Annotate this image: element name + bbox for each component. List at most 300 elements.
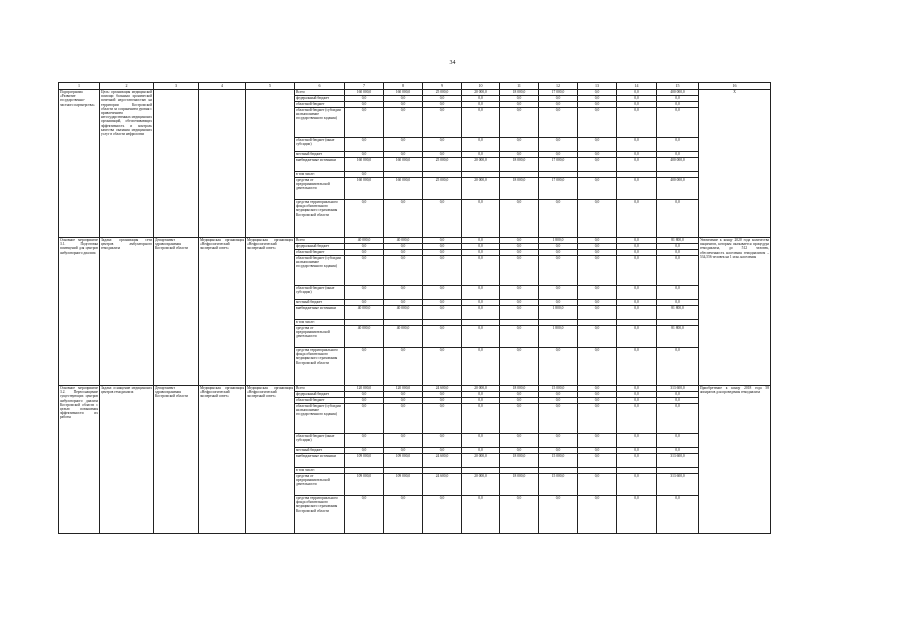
amount-cell: 160 000,0 <box>384 178 423 200</box>
amount-cell: 0,0 <box>500 448 539 454</box>
amount-cell: 0,0 <box>617 138 657 152</box>
amount-cell: 0,0 <box>657 448 699 454</box>
amount-cell: 25 000,0 <box>423 178 462 200</box>
amount-cell: 0,0 <box>539 496 578 534</box>
funding-source-cell: Всего <box>295 90 345 96</box>
amount-cell: 0,0 <box>423 138 462 152</box>
amount-cell: 0,0 <box>500 238 539 244</box>
funding-source-cell: областной бюджет (субсидии на выполнение государственного задания) <box>295 108 345 138</box>
task-cell: Цель: организация медицинской помощи больным хронической почечной недостаточностью на территории Костромской области за сохранением уровня с привлечением негосударственных медицинских организаций, обеспечивающих эффективность и контроль качества оказания медицинских услуг в области нефрологии <box>100 90 154 238</box>
funding-source-cell: в том числе: <box>295 468 345 474</box>
amount-cell: 0,0 <box>423 398 462 404</box>
amount-cell: 0,0 <box>539 300 578 306</box>
amount-cell: 0,0 <box>423 326 462 348</box>
organization-cell <box>246 90 295 238</box>
amount-cell: 20 000,0 <box>462 178 500 200</box>
amount-cell: 0,0 <box>657 256 699 286</box>
task-cell: Задача: оснащение медицинских центров гемодиализа <box>100 386 154 534</box>
amount-cell: 0,0 <box>345 138 384 152</box>
amount-cell: 0,0 <box>617 454 657 468</box>
amount-cell: 0,0 <box>384 448 423 454</box>
amount-cell: 313 600,0 <box>657 386 699 392</box>
funding-source-cell: внебюджетные источники <box>295 306 345 320</box>
amount-cell: 313 600,0 <box>657 454 699 468</box>
amount-cell: 0,0 <box>617 306 657 320</box>
amount-cell: 0,0 <box>462 348 500 386</box>
funding-source-cell: внебюджетные источники <box>295 454 345 468</box>
amount-cell: 0,0 <box>423 306 462 320</box>
amount-cell: 0,0 <box>539 138 578 152</box>
amount-cell: 0,0 <box>345 404 384 434</box>
funding-source-cell: средства от предпринимательской деятельности <box>295 326 345 348</box>
amount-cell: 0,0 <box>578 404 617 434</box>
amount-cell: 400 000,0 <box>657 178 699 200</box>
amount-cell: 0,0 <box>500 200 539 238</box>
amount-cell: 0,0 <box>539 96 578 102</box>
amount-cell: 109 000,0 <box>345 454 384 468</box>
amount-cell: 0,0 <box>657 392 699 398</box>
amount-cell: 0,0 <box>384 138 423 152</box>
amount-cell: 0,0 <box>423 102 462 108</box>
amount-cell: 0,0 <box>500 398 539 404</box>
amount-cell: 81 800,0 <box>657 306 699 320</box>
amount-cell: 0,0 <box>345 244 384 250</box>
amount-cell: 0,0 <box>578 200 617 238</box>
amount-cell: 0,0 <box>578 158 617 172</box>
amount-cell: 0,0 <box>500 256 539 286</box>
column-header: 15 <box>657 83 699 90</box>
funding-source-cell: средства от предпринимательской деятельности <box>295 178 345 200</box>
amount-cell: 20 000,0 <box>462 158 500 172</box>
amount-cell: 0,0 <box>423 434 462 448</box>
amount-cell: 0,0 <box>539 434 578 448</box>
amount-cell: 0,0 <box>617 392 657 398</box>
funding-source-cell: в том числе: <box>295 320 345 326</box>
amount-cell: 0,0 <box>617 178 657 200</box>
amount-cell: 0,0 <box>345 398 384 404</box>
expected-result-cell: Увеличение к концу 2020 года количества пациентов, которым оказывается процедура гемодиализа, до 512 человек, обеспеченность населения гемодиализом – 534,556 человек на 1 млн. населения <box>699 238 771 386</box>
amount-cell: 0,0 <box>500 496 539 534</box>
funding-source-cell: областной бюджет <box>295 250 345 256</box>
amount-cell: 0,0 <box>617 434 657 448</box>
funding-source-cell: федеральный бюджет <box>295 392 345 398</box>
funding-source-cell: средства территориального фонда обязательного медицинского страхования Костромской области <box>295 200 345 238</box>
amount-cell: 0,0 <box>578 398 617 404</box>
amount-cell: 0,0 <box>617 90 657 96</box>
amount-cell: 0,0 <box>617 256 657 286</box>
amount-cell: 17 000,0 <box>539 90 578 96</box>
participant-cell: Медицинская организация «Нефрологический экспертный совет» <box>199 238 246 386</box>
amount-cell: 0,0 <box>617 448 657 454</box>
amount-cell: 0,0 <box>462 138 500 152</box>
amount-cell: 0,0 <box>384 200 423 238</box>
amount-cell: 0,0 <box>578 326 617 348</box>
amount-cell: 0,0 <box>423 448 462 454</box>
amount-cell: 160 000,0 <box>384 90 423 96</box>
amount-cell: 25 000,0 <box>423 158 462 172</box>
amount-cell: 0,0 <box>657 96 699 102</box>
column-header: 13 <box>578 83 617 90</box>
amount-cell: 0,0 <box>462 448 500 454</box>
organization-cell: Медицинская организация «Нефрологический экспертный совет» <box>246 238 295 386</box>
amount-cell: 40 000,0 <box>384 326 423 348</box>
column-header: 7 <box>345 83 384 90</box>
header-row <box>59 83 771 90</box>
amount-cell: 0,0 <box>462 434 500 448</box>
amount-cell: 0,0 <box>539 404 578 434</box>
column-header: 4 <box>199 83 246 90</box>
amount-cell: 160 000,0 <box>345 158 384 172</box>
amount-cell: 0,0 <box>345 286 384 300</box>
amount-cell: 0,0 <box>345 348 384 386</box>
amount-cell: 400 000,0 <box>657 158 699 172</box>
amount-cell: 0,0 <box>423 244 462 250</box>
amount-cell: 0,0 <box>384 434 423 448</box>
amount-cell: 0,0 <box>462 238 500 244</box>
amount-cell: 400 000,0 <box>657 90 699 96</box>
amount-cell: 0,0 <box>617 158 657 172</box>
funding-source-cell: федеральный бюджет <box>295 244 345 250</box>
amount-cell: 160 000,0 <box>384 158 423 172</box>
amount-cell: 0,0 <box>578 102 617 108</box>
funding-source-cell: областной бюджет (иные субсидии) <box>295 286 345 300</box>
amount-cell: 0,0 <box>500 348 539 386</box>
amount-cell: 0,0 <box>617 286 657 300</box>
amount-cell: 120 000,0 <box>384 386 423 392</box>
amount-cell: 0,0 <box>462 496 500 534</box>
column-header: 10 <box>462 83 500 90</box>
amount-cell: 0,0 <box>462 250 500 256</box>
amount-cell: 0,0 <box>617 108 657 138</box>
amount-cell: 0,0 <box>423 250 462 256</box>
amount-cell: 0,0 <box>462 404 500 434</box>
amount-cell: 40 000,0 <box>384 306 423 320</box>
amount-cell: 15 000,0 <box>539 454 578 468</box>
amount-cell: 0,0 <box>539 256 578 286</box>
amount-cell: 0,0 <box>462 96 500 102</box>
amount-cell: 0,0 <box>657 200 699 238</box>
column-header: 3 <box>154 83 199 90</box>
amount-cell: 0,0 <box>617 200 657 238</box>
amount-cell: 0,0 <box>384 250 423 256</box>
amount-cell: 0,0 <box>345 172 384 178</box>
amount-cell: 0,0 <box>345 256 384 286</box>
amount-cell: 0,0 <box>617 96 657 102</box>
amount-cell: 0,0 <box>617 386 657 392</box>
column-header: 12 <box>539 83 578 90</box>
amount-cell: 0,0 <box>384 96 423 102</box>
amount-cell: 24 600,0 <box>423 386 462 392</box>
amount-cell: 0,0 <box>500 96 539 102</box>
amount-cell: 0,0 <box>617 250 657 256</box>
expected-result-cell: Х <box>699 90 771 238</box>
amount-cell: 0,0 <box>578 108 617 138</box>
amount-cell: 1 800,0 <box>539 326 578 348</box>
amount-cell: 0,0 <box>500 392 539 398</box>
amount-cell: 0,0 <box>423 286 462 300</box>
amount-cell: 0,0 <box>423 300 462 306</box>
funding-source-cell: областной бюджет <box>295 398 345 404</box>
amount-cell: 0,0 <box>578 386 617 392</box>
table-body <box>59 83 771 534</box>
amount-cell: 0,0 <box>345 250 384 256</box>
amount-cell: 0,0 <box>462 326 500 348</box>
budget-table <box>58 82 771 534</box>
amount-cell: 0,0 <box>578 474 617 496</box>
amount-cell: 0,0 <box>578 178 617 200</box>
amount-cell: 0,0 <box>617 474 657 496</box>
funding-source-cell: областной бюджет (иные субсидии) <box>295 434 345 448</box>
funding-source-cell: местный бюджет <box>295 300 345 306</box>
amount-cell: 0,0 <box>539 392 578 398</box>
amount-cell: 0,0 <box>345 108 384 138</box>
amount-cell: 18 000,0 <box>500 90 539 96</box>
funding-source-cell: федеральный бюджет <box>295 96 345 102</box>
amount-cell: 0,0 <box>345 200 384 238</box>
amount-cell: 0,0 <box>617 300 657 306</box>
amount-cell: 0,0 <box>617 102 657 108</box>
amount-cell: 0,0 <box>500 138 539 152</box>
amount-cell: 109 000,0 <box>345 474 384 496</box>
amount-cell: 0,0 <box>384 108 423 138</box>
amount-cell: 0,0 <box>384 496 423 534</box>
funding-source-cell: областной бюджет (субсидии на выполнение государственного задания) <box>295 404 345 434</box>
funding-source-cell: внебюджетные источники <box>295 158 345 172</box>
amount-cell: 0,0 <box>617 244 657 250</box>
amount-cell: 0,0 <box>539 398 578 404</box>
amount-cell: 0,0 <box>657 496 699 534</box>
amount-cell: 0,0 <box>578 348 617 386</box>
column-header: 9 <box>423 83 462 90</box>
amount-cell: 0,0 <box>539 286 578 300</box>
amount-cell: 0,0 <box>500 152 539 158</box>
amount-cell: 0,0 <box>657 434 699 448</box>
amount-cell: 0,0 <box>384 404 423 434</box>
amount-cell: 0,0 <box>423 348 462 386</box>
amount-cell: 0,0 <box>462 398 500 404</box>
amount-cell: 160 000,0 <box>345 90 384 96</box>
amount-cell: 0,0 <box>423 108 462 138</box>
amount-cell: 18 000,0 <box>500 158 539 172</box>
amount-cell: 17 000,0 <box>539 158 578 172</box>
column-header: 2 <box>100 83 154 90</box>
amount-cell: 1 800,0 <box>539 306 578 320</box>
amount-cell: 0,0 <box>657 138 699 152</box>
amount-cell: 0,0 <box>539 348 578 386</box>
amount-cell: 40 000,0 <box>384 238 423 244</box>
amount-cell: 0,0 <box>384 286 423 300</box>
funding-source-cell: средства от предпринимательской деятельности <box>295 474 345 496</box>
amount-cell: 0,0 <box>539 250 578 256</box>
amount-cell: 0,0 <box>384 398 423 404</box>
amount-cell: 40 000,0 <box>345 306 384 320</box>
amount-cell: 0,0 <box>462 108 500 138</box>
amount-cell: 0,0 <box>345 96 384 102</box>
amount-cell: 0,0 <box>539 244 578 250</box>
amount-cell: 0,0 <box>578 300 617 306</box>
amount-cell: 0,0 <box>500 250 539 256</box>
amount-cell: 0,0 <box>657 102 699 108</box>
amount-cell: 0,0 <box>657 244 699 250</box>
column-header: 1 <box>59 83 100 90</box>
amount-cell: 40 000,0 <box>345 326 384 348</box>
column-header: 8 <box>384 83 423 90</box>
amount-cell: 0,0 <box>657 152 699 158</box>
amount-cell: 0,0 <box>423 404 462 434</box>
amount-cell: 0,0 <box>500 286 539 300</box>
amount-cell: 0,0 <box>384 348 423 386</box>
participant-cell <box>199 90 246 238</box>
amount-cell: 0,0 <box>578 286 617 300</box>
funding-source-cell: в том числе: <box>295 172 345 178</box>
amount-cell: 0,0 <box>617 398 657 404</box>
amount-cell: 0,0 <box>462 392 500 398</box>
amount-cell: 0,0 <box>578 96 617 102</box>
amount-cell: 0,0 <box>500 300 539 306</box>
amount-cell: 18 000,0 <box>500 386 539 392</box>
amount-cell: 0,0 <box>657 300 699 306</box>
amount-cell: 0,0 <box>423 496 462 534</box>
amount-cell: 0,0 <box>617 496 657 534</box>
amount-cell: 25 000,0 <box>423 90 462 96</box>
amount-cell: 0,0 <box>617 152 657 158</box>
amount-cell: 0,0 <box>462 244 500 250</box>
amount-cell: 0,0 <box>578 392 617 398</box>
amount-cell: 0,0 <box>345 102 384 108</box>
amount-cell: 1 800,0 <box>539 238 578 244</box>
amount-cell: 20 000,0 <box>462 474 500 496</box>
amount-cell: 109 000,0 <box>384 454 423 468</box>
amount-cell: 0,0 <box>384 152 423 158</box>
task-cell: Задача: организация сети центров амбулаторного гемодиализа <box>100 238 154 386</box>
amount-cell: 15 000,0 <box>539 474 578 496</box>
amount-cell: 18 000,0 <box>500 178 539 200</box>
amount-cell: 0,0 <box>578 90 617 96</box>
amount-cell: 313 600,0 <box>657 474 699 496</box>
amount-cell: 0,0 <box>617 404 657 434</box>
amount-cell: 0,0 <box>500 404 539 434</box>
column-header: 11 <box>500 83 539 90</box>
amount-cell: 0,0 <box>462 306 500 320</box>
amount-cell: 0,0 <box>657 108 699 138</box>
amount-cell: 0,0 <box>423 152 462 158</box>
activity-name-cell: Основное мероприятие 3.1. Подготовка помещений для центров амбулаторного диализа <box>59 238 100 386</box>
amount-cell: 0,0 <box>345 152 384 158</box>
amount-cell: 120 000,0 <box>345 386 384 392</box>
amount-cell: 0,0 <box>384 300 423 306</box>
amount-cell: 0,0 <box>539 152 578 158</box>
amount-cell: 0,0 <box>578 238 617 244</box>
amount-cell: 24 600,0 <box>423 474 462 496</box>
funding-source-cell: областной бюджет (иные субсидии) <box>295 138 345 152</box>
amount-cell: 20 000,0 <box>462 90 500 96</box>
amount-cell: 0,0 <box>345 448 384 454</box>
amount-cell: 15 000,0 <box>539 386 578 392</box>
amount-cell: 81 800,0 <box>657 326 699 348</box>
amount-cell: 0,0 <box>423 200 462 238</box>
amount-cell: 0,0 <box>384 102 423 108</box>
amount-cell: 0,0 <box>500 326 539 348</box>
amount-cell: 0,0 <box>578 256 617 286</box>
amount-cell: 0,0 <box>657 404 699 434</box>
amount-cell: 40 000,0 <box>345 238 384 244</box>
amount-cell: 0,0 <box>578 306 617 320</box>
amount-cell: 0,0 <box>578 434 617 448</box>
amount-cell: 20 000,0 <box>462 386 500 392</box>
amount-cell: 0,0 <box>578 152 617 158</box>
amount-cell: 0,0 <box>657 250 699 256</box>
amount-cell: 17 000,0 <box>539 178 578 200</box>
amount-cell: 0,0 <box>578 496 617 534</box>
amount-cell: 0,0 <box>578 138 617 152</box>
amount-cell: 24 600,0 <box>423 454 462 468</box>
amount-cell: 0,0 <box>345 496 384 534</box>
amount-cell: 0,0 <box>462 102 500 108</box>
funding-source-cell: областной бюджет <box>295 102 345 108</box>
amount-cell: 0,0 <box>423 96 462 102</box>
amount-cell: 0,0 <box>578 244 617 250</box>
amount-cell: 0,0 <box>578 448 617 454</box>
funding-source-cell: Всего <box>295 238 345 244</box>
column-header: 14 <box>617 83 657 90</box>
amount-cell: 0,0 <box>500 102 539 108</box>
page-number: 34 <box>449 60 456 66</box>
column-header: 16 <box>699 83 771 90</box>
amount-cell: 81 800,0 <box>657 238 699 244</box>
amount-cell: 0,0 <box>384 256 423 286</box>
amount-cell: 0,0 <box>345 300 384 306</box>
amount-cell: 0,0 <box>500 244 539 250</box>
activity-name-cell: Основное мероприятие 3.2. Переоснащение существующих центров амбулаторного диализа Костромской области с целью повышения эффективности их работы <box>59 386 100 534</box>
amount-cell: 0,0 <box>423 392 462 398</box>
amount-cell: 0,0 <box>578 250 617 256</box>
amount-cell: 0,0 <box>617 348 657 386</box>
amount-cell: 0,0 <box>657 348 699 386</box>
participant-cell: Медицинская организация «Нефрологический экспертный совет» <box>199 386 246 534</box>
funding-source-cell: областной бюджет (субсидии на выполнение государственного задания) <box>295 256 345 286</box>
amount-cell: 0,0 <box>384 392 423 398</box>
column-header: 6 <box>295 83 345 90</box>
amount-cell: 0,0 <box>500 434 539 448</box>
amount-cell: 20 000,0 <box>462 454 500 468</box>
amount-cell: 0,0 <box>423 238 462 244</box>
funding-source-cell: средства территориального фонда обязательного медицинского страхования Костромской области <box>295 496 345 534</box>
amount-cell: 0,0 <box>617 326 657 348</box>
amount-cell: 0,0 <box>578 454 617 468</box>
amount-cell: 0,0 <box>462 286 500 300</box>
amount-cell: 0,0 <box>462 256 500 286</box>
amount-cell: 160 000,0 <box>345 178 384 200</box>
executor-cell: Департамент здравоохранения Костромской области <box>154 386 199 534</box>
expected-result-cell: Приобретение к концу 2018 года 58 аппаратов для проведения гемодиализа <box>699 386 771 534</box>
funding-source-cell: средства территориального фонда обязательного медицинского страхования Костромской области <box>295 348 345 386</box>
funding-source-cell: местный бюджет <box>295 152 345 158</box>
organization-cell: Медицинская организация «Нефрологический экспертный совет» <box>246 386 295 534</box>
amount-cell: 0,0 <box>423 256 462 286</box>
amount-cell: 18 000,0 <box>500 454 539 468</box>
amount-cell: 0,0 <box>617 238 657 244</box>
funding-source-cell: Всего <box>295 386 345 392</box>
amount-cell: 0,0 <box>539 200 578 238</box>
amount-cell: 0,0 <box>657 398 699 404</box>
executor-cell <box>154 90 199 238</box>
funding-source-cell: местный бюджет <box>295 448 345 454</box>
column-header: 5 <box>246 83 295 90</box>
amount-cell: 0,0 <box>345 392 384 398</box>
amount-cell: 109 000,0 <box>384 474 423 496</box>
amount-cell: 0,0 <box>384 244 423 250</box>
amount-cell: 0,0 <box>539 102 578 108</box>
